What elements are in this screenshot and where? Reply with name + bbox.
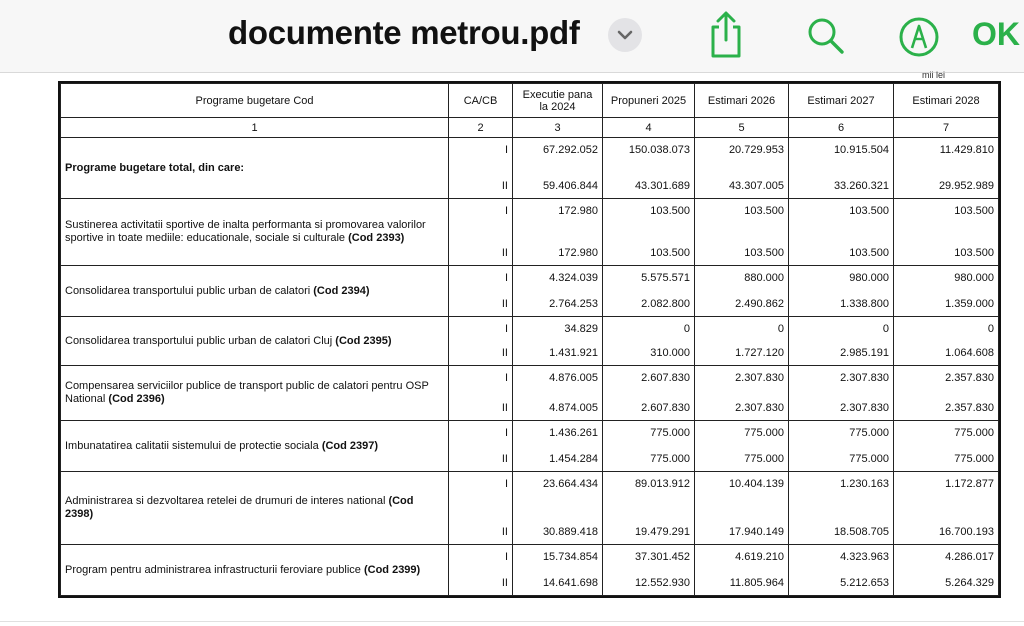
value-cb: 1.727.120 bbox=[735, 347, 784, 359]
value-cb: 29.952.989 bbox=[938, 180, 994, 192]
value-cb: 103.500 bbox=[744, 247, 784, 259]
value-cb: 33.260.321 bbox=[833, 180, 889, 192]
value-cb: 2.082.800 bbox=[641, 298, 690, 310]
value-cell bbox=[894, 317, 999, 366]
value-cell bbox=[603, 366, 695, 421]
share-icon[interactable] bbox=[704, 10, 748, 60]
value-cb: II bbox=[501, 453, 508, 465]
value-ca: 775.000 bbox=[849, 427, 889, 439]
table-row bbox=[61, 266, 999, 317]
index-cell: 7 bbox=[894, 118, 999, 138]
value-ca: 2.307.830 bbox=[735, 372, 784, 384]
program-name-text: Consolidarea transportului public urban de calatori bbox=[65, 284, 311, 297]
value-cb: 775.000 bbox=[849, 453, 889, 465]
title-menu-button[interactable] bbox=[608, 18, 642, 52]
value-cell bbox=[894, 266, 999, 317]
value-cell bbox=[513, 199, 603, 266]
value-ca: 5.575.571 bbox=[641, 272, 690, 284]
value-ca: 775.000 bbox=[650, 427, 690, 439]
value-cell bbox=[789, 421, 894, 472]
header-executie: Executie pana la 2024 bbox=[513, 84, 603, 118]
value-cell bbox=[894, 366, 999, 421]
header-cacb: CA/CB bbox=[449, 84, 513, 118]
header-estimari-2027: Estimari 2027 bbox=[789, 84, 894, 118]
table-row bbox=[61, 421, 999, 472]
value-cb: 1.454.284 bbox=[549, 453, 598, 465]
program-name bbox=[61, 472, 449, 545]
table-row bbox=[61, 366, 999, 421]
cacb-cell bbox=[449, 545, 513, 596]
value-cb: 1.338.800 bbox=[840, 298, 889, 310]
program-name-text: Consolidarea transportului public urban de calatori Cluj bbox=[65, 334, 333, 347]
value-cell bbox=[603, 545, 695, 596]
value-cb: 2.307.830 bbox=[735, 402, 784, 414]
value-ca: 4.619.210 bbox=[735, 551, 784, 563]
value-cb: 43.307.005 bbox=[728, 180, 784, 192]
value-ca: 2.357.830 bbox=[945, 372, 994, 384]
value-ca: 11.429.810 bbox=[939, 144, 994, 156]
table-row bbox=[61, 545, 999, 596]
program-name bbox=[61, 366, 449, 421]
program-code: (Cod 2395) bbox=[335, 334, 392, 347]
ok-button[interactable]: OK bbox=[972, 16, 1020, 52]
value-cb: 775.000 bbox=[954, 453, 994, 465]
value-ca: 4.324.039 bbox=[549, 272, 598, 284]
value-ca: 103.500 bbox=[954, 205, 994, 217]
value-ca: I bbox=[504, 272, 508, 284]
index-cell: 1 bbox=[61, 118, 449, 138]
value-cell bbox=[603, 421, 695, 472]
value-cb: II bbox=[501, 577, 508, 589]
value-cell bbox=[695, 472, 789, 545]
header-estimari-2026: Estimari 2026 bbox=[695, 84, 789, 118]
value-ca: 0 bbox=[683, 323, 690, 335]
value-ca: 980.000 bbox=[954, 272, 994, 284]
chevron-down-icon bbox=[617, 28, 633, 42]
value-cb: II bbox=[501, 180, 508, 192]
program-name bbox=[61, 317, 449, 366]
value-ca: 0 bbox=[777, 323, 784, 335]
value-cb: II bbox=[501, 347, 508, 359]
value-ca: 0 bbox=[987, 323, 994, 335]
value-cell bbox=[695, 199, 789, 266]
cacb-cell bbox=[449, 472, 513, 545]
index-row bbox=[61, 118, 999, 138]
program-name bbox=[61, 138, 449, 199]
value-ca: 1.230.163 bbox=[840, 478, 889, 490]
value-cb: 5.264.329 bbox=[945, 577, 994, 589]
program-name-text: Administrarea si dezvoltarea retelei de drumuri de interes national bbox=[65, 495, 386, 507]
value-cb: 775.000 bbox=[744, 453, 784, 465]
value-cb: 30.889.418 bbox=[542, 526, 598, 538]
value-ca: 880.000 bbox=[744, 272, 784, 284]
header-row bbox=[61, 84, 999, 118]
program-code: (Cod 2399) bbox=[363, 563, 421, 576]
table-row bbox=[61, 317, 999, 366]
program-name bbox=[61, 545, 449, 596]
value-cb: 775.000 bbox=[650, 453, 690, 465]
value-ca: I bbox=[504, 551, 508, 563]
value-cell bbox=[894, 421, 999, 472]
search-icon[interactable] bbox=[806, 16, 846, 56]
value-cb: 43.301.689 bbox=[634, 180, 690, 192]
value-cb: 2.307.830 bbox=[840, 402, 889, 414]
value-cell bbox=[894, 138, 999, 199]
budget-table bbox=[60, 83, 999, 596]
value-cb: II bbox=[501, 526, 508, 538]
value-cb: 59.406.844 bbox=[542, 180, 598, 192]
value-cell bbox=[513, 366, 603, 421]
value-ca: 10.915.504 bbox=[833, 144, 889, 156]
value-ca: 1.172.877 bbox=[945, 478, 994, 490]
value-cb: II bbox=[501, 298, 508, 310]
value-ca: I bbox=[504, 205, 508, 217]
value-cell bbox=[894, 199, 999, 266]
program-code: (Cod 2394) bbox=[313, 284, 370, 297]
value-cb: 16.700.193 bbox=[938, 526, 994, 538]
value-cb: 19.479.291 bbox=[634, 526, 690, 538]
value-cell bbox=[695, 317, 789, 366]
value-ca: 10.404.139 bbox=[728, 478, 784, 490]
value-cb: II bbox=[501, 402, 508, 414]
program-name-text: Compensarea serviciilor publice de transport public de calatori pentru OSP National bbox=[65, 380, 429, 405]
table-row bbox=[61, 138, 999, 199]
index-cell: 4 bbox=[603, 118, 695, 138]
value-cb: 12.552.930 bbox=[634, 577, 690, 589]
value-cb: 103.500 bbox=[849, 247, 889, 259]
value-cell bbox=[894, 545, 999, 596]
value-ca: 0 bbox=[882, 323, 889, 335]
value-cell bbox=[789, 266, 894, 317]
value-ca: I bbox=[504, 144, 508, 156]
value-ca: I bbox=[504, 372, 508, 384]
program-name-text: Program pentru administrarea infrastructurii feroviare publice bbox=[65, 563, 361, 576]
value-cell bbox=[603, 138, 695, 199]
value-cell bbox=[695, 266, 789, 317]
value-cell bbox=[789, 317, 894, 366]
value-ca: 1.436.261 bbox=[549, 427, 598, 439]
cacb-cell bbox=[449, 317, 513, 366]
value-cell bbox=[789, 472, 894, 545]
value-cell bbox=[513, 472, 603, 545]
value-ca: 67.292.052 bbox=[542, 144, 598, 156]
value-cell bbox=[695, 366, 789, 421]
value-cb: 172.980 bbox=[558, 247, 598, 259]
value-cell bbox=[789, 366, 894, 421]
header-propuneri-2025: Propuneri 2025 bbox=[603, 84, 695, 118]
value-ca: 103.500 bbox=[650, 205, 690, 217]
value-cell bbox=[513, 138, 603, 199]
index-cell: 3 bbox=[513, 118, 603, 138]
value-ca: 103.500 bbox=[744, 205, 784, 217]
value-cb: 1.359.000 bbox=[945, 298, 994, 310]
value-cb: 1.064.608 bbox=[945, 347, 994, 359]
value-cb: 4.874.005 bbox=[549, 402, 598, 414]
cacb-cell bbox=[449, 199, 513, 266]
program-name bbox=[61, 199, 449, 266]
value-cb: 14.641.698 bbox=[542, 577, 598, 589]
program-name bbox=[61, 421, 449, 472]
program-name bbox=[61, 266, 449, 317]
value-ca: 4.323.963 bbox=[840, 551, 889, 563]
value-ca: 103.500 bbox=[849, 205, 889, 217]
value-cb: 1.431.921 bbox=[549, 347, 598, 359]
value-cell bbox=[695, 138, 789, 199]
value-ca: 980.000 bbox=[849, 272, 889, 284]
value-cell bbox=[513, 317, 603, 366]
page-bottom-divider bbox=[0, 621, 1024, 622]
value-cell bbox=[513, 545, 603, 596]
value-ca: 4.876.005 bbox=[549, 372, 598, 384]
toolbar bbox=[0, 0, 1024, 73]
value-ca: 2.307.830 bbox=[840, 372, 889, 384]
value-ca: 150.038.073 bbox=[628, 144, 690, 156]
value-cb: II bbox=[501, 247, 508, 259]
value-cb: 103.500 bbox=[954, 247, 994, 259]
value-cb: 103.500 bbox=[650, 247, 690, 259]
cacb-cell bbox=[449, 138, 513, 199]
value-cb: 310.000 bbox=[650, 347, 690, 359]
index-cell: 2 bbox=[449, 118, 513, 138]
cacb-cell bbox=[449, 366, 513, 421]
program-code: (Cod 2397) bbox=[321, 439, 379, 452]
value-cell bbox=[695, 421, 789, 472]
markup-pen-icon[interactable] bbox=[897, 15, 941, 59]
value-cell bbox=[603, 472, 695, 545]
value-cell bbox=[789, 545, 894, 596]
value-cb: 2.357.830 bbox=[945, 402, 994, 414]
pdf-page[interactable] bbox=[0, 70, 1024, 626]
unit-note: mii lei bbox=[922, 70, 946, 80]
value-ca: 172.980 bbox=[558, 205, 598, 217]
index-cell: 5 bbox=[695, 118, 789, 138]
value-ca: 15.734.854 bbox=[542, 551, 598, 563]
value-ca: 4.286.017 bbox=[945, 551, 994, 563]
value-ca: 2.607.830 bbox=[641, 372, 690, 384]
value-ca: I bbox=[504, 427, 508, 439]
header-programe: Programe bugetare Cod bbox=[61, 84, 449, 118]
value-cb: 18.508.705 bbox=[833, 526, 889, 538]
value-cell bbox=[789, 138, 894, 199]
value-cb: 2.490.862 bbox=[735, 298, 784, 310]
value-ca: 775.000 bbox=[744, 427, 784, 439]
value-cell bbox=[513, 266, 603, 317]
value-cell bbox=[789, 199, 894, 266]
program-name-text: Imbunatatirea calitatii sistemului de protectie sociala bbox=[65, 439, 319, 452]
value-cell bbox=[603, 266, 695, 317]
value-ca: 20.729.953 bbox=[728, 144, 784, 156]
value-cb: 2.764.253 bbox=[549, 298, 598, 310]
value-cb: 17.940.149 bbox=[728, 526, 784, 538]
value-cb: 2.985.191 bbox=[840, 347, 889, 359]
value-cell bbox=[695, 545, 789, 596]
value-ca: 23.664.434 bbox=[542, 478, 598, 490]
document-title[interactable]: documente metrou.pdf bbox=[228, 14, 580, 51]
value-cb: 11.805.964 bbox=[729, 577, 784, 589]
value-cb: 2.607.830 bbox=[641, 402, 690, 414]
program-name-text: Programe bugetare total, din care: bbox=[65, 161, 245, 174]
program-code: (Cod 2393) bbox=[348, 232, 405, 244]
value-cb: 5.212.653 bbox=[840, 577, 889, 589]
value-ca: I bbox=[504, 323, 508, 335]
value-ca: 89.013.912 bbox=[634, 478, 690, 490]
value-ca: I bbox=[504, 478, 508, 490]
table-row bbox=[61, 472, 999, 545]
program-code: (Cod 2398) bbox=[65, 495, 414, 520]
program-name-text: Sustinerea activitatii sportive de inalta performanta si promovarea valorilor sportive in toate mediile: educationale, sociale si culturale bbox=[65, 219, 426, 244]
value-ca: 34.829 bbox=[564, 323, 598, 335]
program-code: (Cod 2396) bbox=[108, 393, 165, 405]
value-cell bbox=[603, 317, 695, 366]
index-cell: 6 bbox=[789, 118, 894, 138]
cacb-cell bbox=[449, 266, 513, 317]
table-row bbox=[61, 199, 999, 266]
cacb-cell bbox=[449, 421, 513, 472]
value-ca: 775.000 bbox=[954, 427, 994, 439]
value-ca: 37.301.452 bbox=[634, 551, 690, 563]
value-cell bbox=[513, 421, 603, 472]
value-cell bbox=[894, 472, 999, 545]
value-cell bbox=[603, 199, 695, 266]
header-estimari-2028: Estimari 2028 bbox=[894, 84, 999, 118]
